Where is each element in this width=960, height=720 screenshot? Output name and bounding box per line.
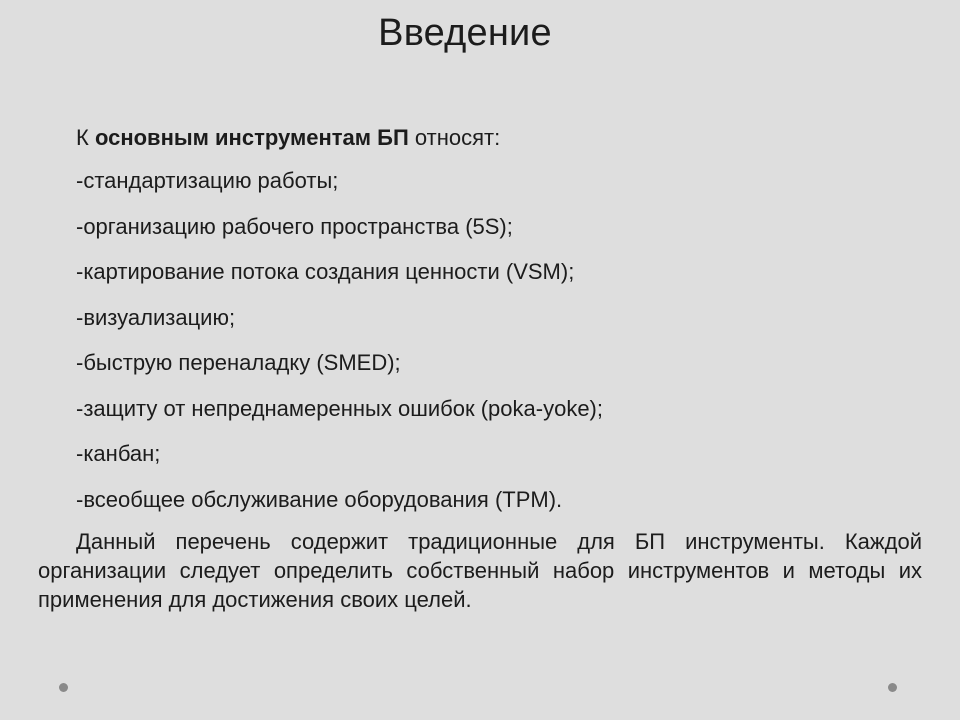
intro-line xyxy=(38,118,922,158)
slide-content xyxy=(38,118,922,614)
tool-item-standardization: -стандартизацию работы; xyxy=(76,168,339,193)
intro-prefix: К xyxy=(76,125,95,150)
tool-item-tpm: -всеобщее обслуживание оборудования (TPM). xyxy=(76,486,563,512)
slide-title: Введение xyxy=(378,12,552,54)
tool-item-visualization: -визуализацию; xyxy=(76,304,236,330)
tool-item-kanban: -канбан; xyxy=(76,441,161,466)
tool-item-vsm: -картирование потока создания ценности (VSM); xyxy=(76,259,575,284)
tools-list xyxy=(38,158,922,522)
summary-paragraph: Данный перечень содержит традиционные для БП инструменты. Каждой организации следует определить собственный набор инструментов и методы их применения для достижения своих целей. xyxy=(38,529,922,612)
next-slide-dot[interactable] xyxy=(888,683,897,692)
intro-suffix: относят: xyxy=(408,125,501,150)
prev-slide-dot[interactable] xyxy=(59,683,68,692)
tool-item-poka-yoke: -защиту от непреднамеренных ошибок (poka-yoke); xyxy=(76,395,603,421)
tool-item-5s: -организацию рабочего пространства (5S); xyxy=(76,213,513,239)
tool-item-smed: -быструю переналадку (SMED); xyxy=(76,350,401,375)
intro-emphasis: основным инструментам БП xyxy=(94,125,409,150)
